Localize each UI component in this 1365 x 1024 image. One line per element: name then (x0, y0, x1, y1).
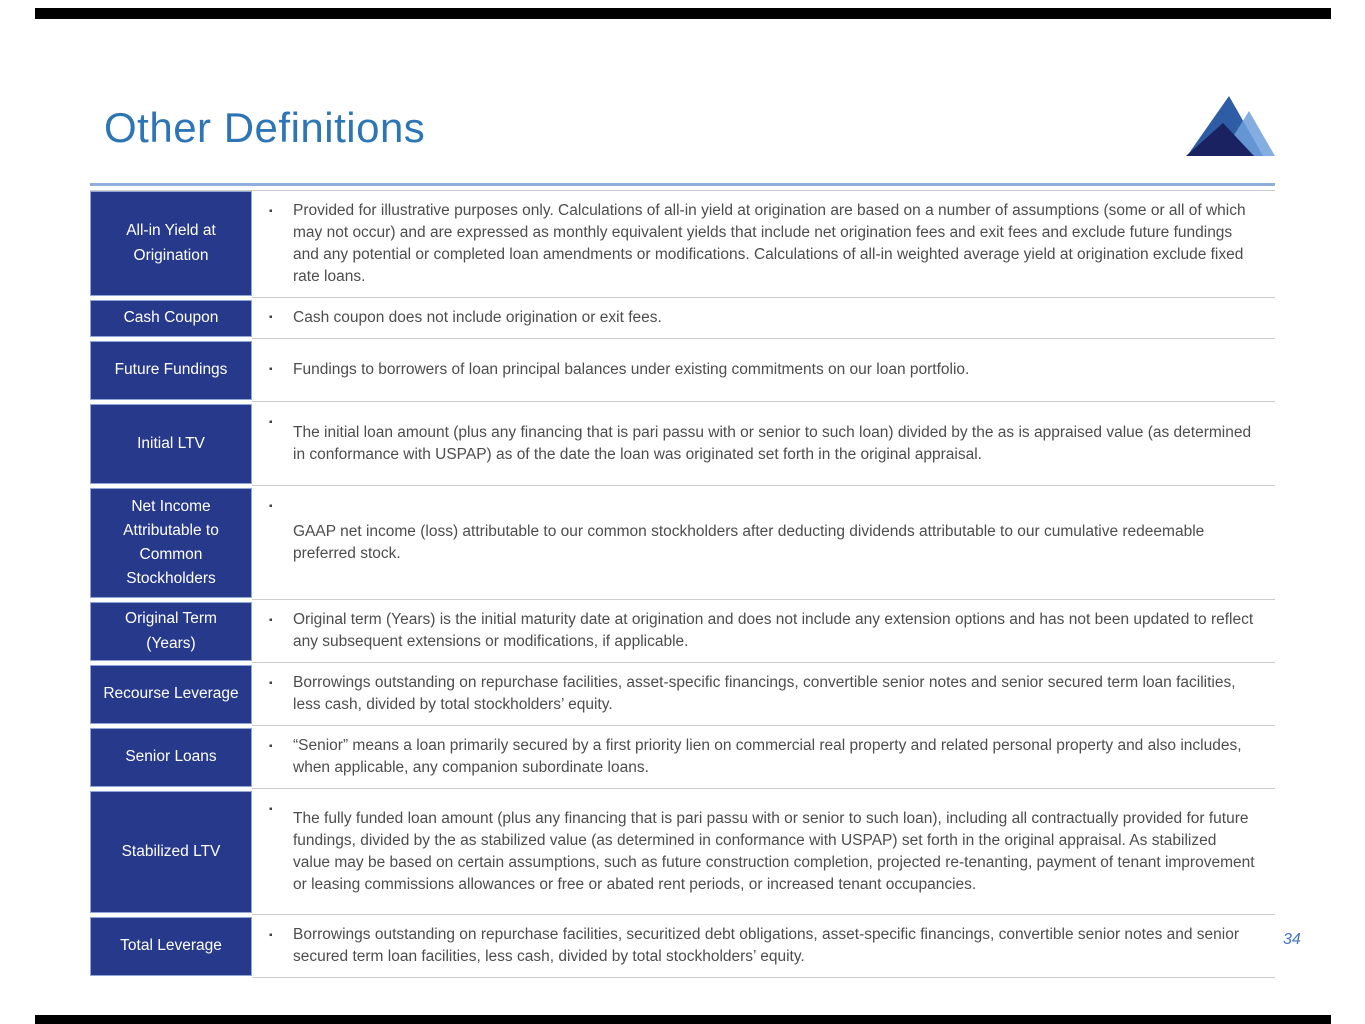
table-row (90, 191, 1275, 298)
square-bullet-icon: ▪ (269, 615, 273, 626)
definition-cell (252, 915, 1275, 978)
definition-cell (252, 789, 1275, 915)
top-accent-bar (35, 8, 1331, 19)
definition-cell (252, 191, 1275, 298)
definition-text: Borrowings outstanding on repurchase facilities, asset-specific financings, convertible senior notes and senior secured term loan facilities, less cash, divided by total stockholders’ equity. (293, 674, 1236, 713)
definition-cell (252, 663, 1275, 726)
title-rule (90, 183, 1275, 186)
square-bullet-icon: ▪ (269, 417, 273, 428)
table-row (90, 600, 1275, 663)
definition-text: Fundings to borrowers of loan principal balances under existing commitments on our loan portfolio. (293, 361, 970, 378)
definition-text: Original term (Years) is the initial maturity date at origination and does not include any extension options and has not been updated to reflect any subsequent extensions or modifications, if applicable. (293, 611, 1254, 650)
table-row (90, 663, 1275, 726)
square-bullet-icon: ▪ (269, 930, 273, 941)
square-bullet-icon: ▪ (269, 364, 273, 375)
table-row (90, 789, 1275, 915)
table-row (90, 915, 1275, 978)
term-cell: Future Fundings (90, 339, 252, 402)
term-cell: Cash Coupon (90, 298, 252, 339)
square-bullet-icon: ▪ (269, 678, 273, 689)
definition-text: The initial loan amount (plus any financing that is pari passu with or senior to such loan) divided by the as is appraised value (as determined in conformance with USPAP) as of the date the loan was originated set forth in the original appraisal. (293, 423, 1252, 463)
mountain-logo (1181, 94, 1275, 158)
term-cell: All-in Yield at Origination (90, 191, 252, 298)
term-cell: Senior Loans (90, 726, 252, 789)
term-cell: Original Term (Years) (90, 600, 252, 663)
definition-text: GAAP net income (loss) attributable to our common stockholders after deducting dividends attributable to our cumulative redeemable preferred stock. (293, 522, 1205, 562)
table-row (90, 486, 1275, 600)
term-cell: Recourse Leverage (90, 663, 252, 726)
square-bullet-icon: ▪ (269, 741, 273, 752)
definition-text: Borrowings outstanding on repurchase facilities, securitized debt obligations, asset-specific financings, convertible senior notes and senior secured term loan facilities, less cash, divided by total stockholders’ equity. (293, 926, 1240, 965)
table-row (90, 339, 1275, 402)
definition-text: Provided for illustrative purposes only. Calculations of all-in yield at origination are based on a number of assumptions (some or all of which may not occur) and are expressed as monthly equivalent yields that include net origination fees and exit fees and exclude future fundings and any potential or completed loan amendments or modifications. Calculations of all-in weighted average yield at origination exclude fixed rate loans. (293, 202, 1246, 285)
page-title: Other Definitions (104, 104, 426, 151)
definition-cell (252, 726, 1275, 789)
definition-text: Cash coupon does not include origination or exit fees. (293, 309, 662, 326)
page-number: 34 (1283, 931, 1301, 948)
table-row (90, 726, 1275, 789)
definitions-table (90, 190, 1275, 978)
table-row (90, 298, 1275, 339)
definition-text: The fully funded loan amount (plus any financing that is pari passu with or senior to such loan), including all contractually provided for future fundings, divided by the as stabilized value (as determined in conformance with USPAP) set forth in the original appraisal. As stabilized value may be based on certain assumptions, such as future construction completion, projected re-tenanting, payment of tenant improvement or leasing commissions allowances or free or abated rent periods, or increased tenant occupancies. (293, 809, 1255, 893)
term-cell: Initial LTV (90, 402, 252, 486)
square-bullet-icon: ▪ (269, 312, 273, 323)
term-cell: Net Income Attributable to Common Stockholders (90, 486, 252, 600)
square-bullet-icon: ▪ (269, 501, 273, 512)
definition-cell (252, 402, 1275, 486)
term-cell: Total Leverage (90, 915, 252, 978)
definition-cell (252, 298, 1275, 339)
square-bullet-icon: ▪ (269, 206, 273, 217)
definition-cell (252, 486, 1275, 600)
definition-text: “Senior” means a loan primarily secured by a first priority lien on commercial real property and related personal property and also includes, when applicable, any companion subordinate loans. (293, 737, 1242, 776)
term-cell: Stabilized LTV (90, 789, 252, 915)
definition-cell (252, 600, 1275, 663)
bottom-accent-bar (35, 1015, 1331, 1024)
table-row (90, 402, 1275, 486)
square-bullet-icon: ▪ (269, 804, 273, 815)
definition-cell (252, 339, 1275, 402)
